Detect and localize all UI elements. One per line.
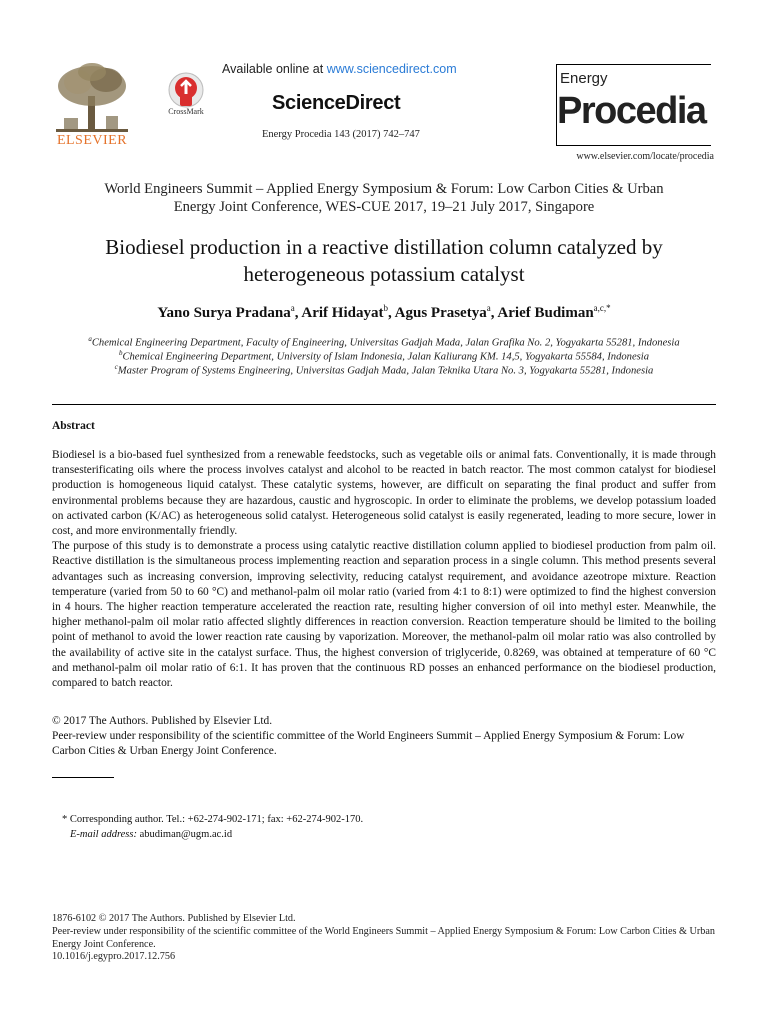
affiliation-text: Chemical Engineering Department, University of Islam Indonesia, Jalan Kaliurang KM. 14,5, Yogyakarta 55584, Indonesia [122,351,650,363]
footnote-divider [52,777,114,778]
affiliation-c [40,363,728,377]
elsevier-wordmark: ELSEVIER [56,133,128,148]
abstract-heading: Abstract [52,420,95,432]
author-separator: , [294,305,302,321]
footer-doi[interactable]: 10.1016/j.egypro.2017.12.756 [52,951,176,963]
journal-citation: Energy Procedia 143 (2017) 742–747 [262,129,420,140]
affiliation-sup: a [88,335,92,343]
journal-url-link[interactable]: www.elsevier.com/locate/procedia [576,151,714,162]
author-affil-sup: a,c,* [593,303,611,313]
abstract-body [52,448,716,691]
author-list [40,303,728,322]
conference-line-1: World Engineers Summit – Applied Energy Symposium & Forum: Low Carbon Cities & Urban [104,181,664,197]
corresponding-contact: * Corresponding author. Tel.: +62-274-902-171; fax: +62-274-902-170. [62,814,364,825]
email-address-link[interactable]: abudiman@ugm.ac.id [139,829,233,840]
header-divider [52,404,716,405]
abstract-paragraph-2: The purpose of this study is to demonstrate a process using catalytic reactive distillation column applied to biodiesel production from palm oil. Reactive distillation is the simultaneous process implementing reaction and separation process in a single column. This method presents several advantages such as increasing conversion, improving selectivity, reducing catalyst requirement, and avoidance azeotrope mixture. Reaction temperature (varied from 50 to 60 °C) and methanol-palm oil molar ratio (varied from 4:1 to 8:1) were optimized to find the highest conversion in 4 hours. The higher reaction temperature accelerated the reaction rate, resulting higher conversion of oil into methyl ester. Meanwhile, the higher methanol-palm oil molar ratio affected slightly differences in reaction conversion. Reaction temperature should be limited to the boiling point of methanol to avoid the lower reaction rate causing by vaporization. Moreover, the methanol-palm oil molar ratio was also controlled by the availability of active site in the catalyst surface. Thus, the highest conversion of triglyceride, 0.8269, was obtained at temperature of 60 °C and methanol-palm oil molar ratio of 6:1. It has proven that the continuous RD posses an enhanced performance on the biodiesel production, compared to batch reactor. [52,540,716,690]
author-name: Agus Prasetya [394,305,487,321]
author-affil-sup: a [486,303,491,313]
corresponding-author [62,812,363,842]
copyright-line: © 2017 The Authors. Published by Elsevier Ltd. [52,715,273,727]
available-prefix: Available online at [222,62,327,76]
sciencedirect-link[interactable]: www.sciencedirect.com [326,62,457,76]
affiliation-text: Master Program of Systems Engineering, Universitas Gadjah Mada, Jalan Teknika Utara No. 3, Yogyakarta 55281, Indonesia [117,365,654,377]
crossmark-label: CrossMark [168,107,204,116]
email-label: E-mail address: [70,829,137,840]
affiliation-b [40,349,728,363]
author-affil-sup: b [383,303,388,313]
affiliation-text: Chemical Engineering Department, Faculty of Engineering, Universitas Gadjah Mada, Jalan Grafika No. 2, Yogyakarta 55281, Indonesia [91,337,680,349]
peer-review-line: Peer-review under responsibility of the scientific committee of the World Engineers Summit – Applied Energy Symposium & Forum: Low Carbon Cities & Urban Energy Joint Conference. [52,730,685,758]
sciencedirect-wordmark: ScienceDirect [272,92,401,114]
author-name: Yano Surya Pradana [157,305,291,321]
title-line-1: Biodiesel production in a reactive distillation column catalyzed by [105,235,663,259]
available-online [222,62,457,76]
copyright-notice [52,714,716,760]
author-name: Arif Hidayat [301,305,384,321]
abstract-paragraph-1: Biodiesel is a bio-based fuel synthesized from a renewable feedstocks, such as vegetable oils or animal fats. Conventionally, it is made through transesterificating oils where the process involves catalyst and alcohol to be reacted in batch reactor. The most common catalyst for biodiesel production is homogeneous liquid catalyst. These catalytic systems, however, are difficult on separating the final product and suffer from environmental problems because they are hazardous, caustic and hygroscopic. In order to eliminate the problems, we develop potassium loaded on activated carbon (K/AC) as heterogeneous solid catalyst. Heterogeneous solid catalyst is easily regenerated, leading to more secure, lower in cost, and more environmentally friendly. [52,449,716,538]
title-line-2: heterogeneous potassium catalyst [243,262,525,286]
footer-issn: 1876-6102 © 2017 The Authors. Published by Elsevier Ltd. [52,913,296,924]
email-line [62,827,363,842]
footer-peer-review: Peer-review under responsibility of the scientific committee of the World Engineers Summit – Applied Energy Symposium & Forum: Low Carbon Cities & Urban Energy Joint Conference. [52,925,715,950]
paper-title [40,234,728,288]
author-separator: , [387,305,395,321]
journal-logo-procedia: Procedia [557,90,706,132]
page-footer [52,913,716,964]
conference-line-2: Energy Joint Conference, WES-CUE 2017, 19–21 July 2017, Singapore [173,199,595,215]
author-name: Arief Budiman [497,305,594,321]
conference-name [40,180,728,216]
affiliation-sup: b [118,349,123,357]
affiliation-sup: c [114,363,118,371]
author-affil-sup: a [290,303,295,313]
author-separator: , [490,305,498,321]
affiliation-a [40,335,728,349]
journal-logo-energy: Energy [560,70,608,87]
